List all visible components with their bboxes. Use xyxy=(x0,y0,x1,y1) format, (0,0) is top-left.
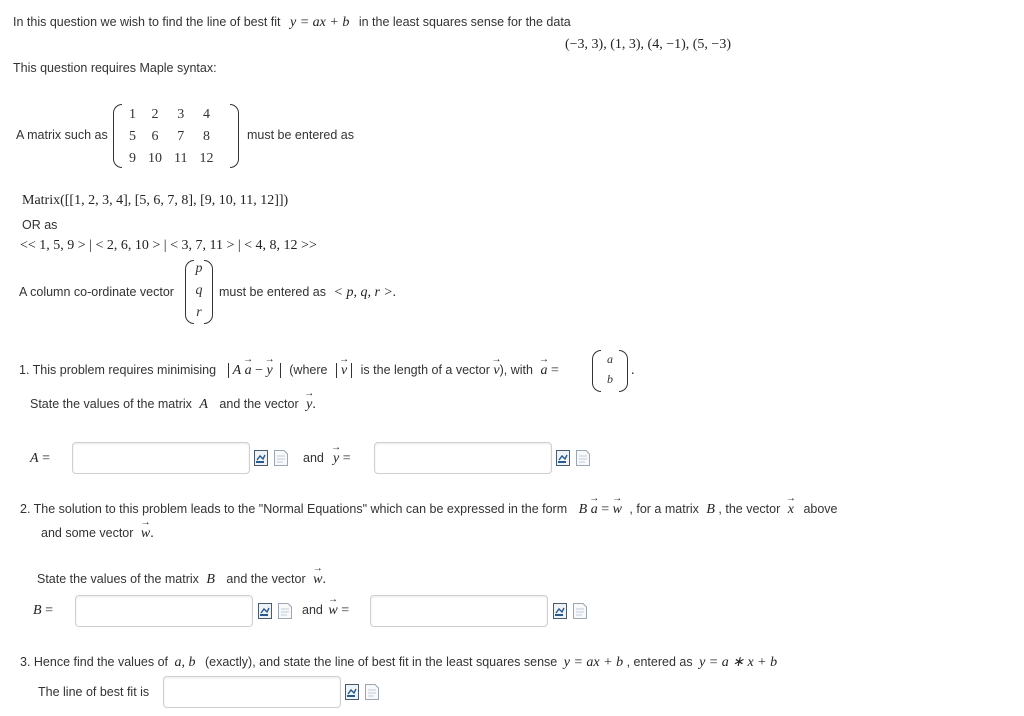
matrix-row xyxy=(123,104,219,126)
matrix-cell: 4 xyxy=(202,107,210,122)
label-y: → y = xyxy=(333,451,351,467)
preview-icon[interactable] xyxy=(553,603,567,619)
vector-syntax: < p, q, r >. xyxy=(333,285,397,300)
q1-text-3: is the length of a vector xyxy=(360,363,490,377)
matrix-cell: 3 xyxy=(177,107,185,122)
matrix-row xyxy=(123,148,219,170)
intro-line xyxy=(13,15,571,31)
answer-line-input[interactable] xyxy=(163,676,341,708)
q3-label: The line of best fit is xyxy=(38,685,150,699)
matrix-example-prefix: A matrix such as xyxy=(16,128,108,142)
vector-entry-q: q xyxy=(195,283,203,298)
matrix-syntax-1: Matrix([[1, 2, 3, 4], [5, 6, 7, 8], [9, 10, 11, 12]]) xyxy=(22,193,289,208)
help-icon[interactable] xyxy=(274,450,288,466)
q1-norm-v: → v xyxy=(336,363,352,378)
matrix-example-suffix: must be entered as xyxy=(247,128,355,142)
syntax-note: This question requires Maple syntax: xyxy=(13,61,217,75)
matrix-cell: 2 xyxy=(151,107,159,122)
label-A: A = xyxy=(30,451,50,466)
q1-text-1: 1. This problem requires minimising xyxy=(19,363,217,377)
matrix-syntax-2: << 1, 5, 9 > | < 2, 6, 10 > | < 3, 7, 11 > | < 4, 8, 12 >> xyxy=(20,238,317,253)
q2-instruction: State the values of the matrix B and the vector → w. xyxy=(37,572,326,588)
q2-line2: and some vector → w. xyxy=(41,526,154,542)
a-entry-a: a xyxy=(607,352,613,366)
matrix-cell: 5 xyxy=(129,129,136,144)
preview-icon[interactable] xyxy=(258,603,272,619)
intro-equation: y = ax + b xyxy=(290,15,350,30)
matrix-cell: 7 xyxy=(177,129,185,144)
or-label: OR as xyxy=(22,218,58,232)
vector-entry-r: r xyxy=(196,305,202,320)
q3-text: 3. Hence find the values of a, b (exactly), and state the line of best fit in the least squares sense y = ax + b , entered as y = a ∗ x + b xyxy=(20,655,778,670)
answer-B-input[interactable] xyxy=(75,595,253,627)
preview-icon[interactable] xyxy=(254,450,268,466)
answer-A-input[interactable] xyxy=(72,442,250,474)
q1-norm: A → a − → y xyxy=(228,363,282,378)
vector-example-prefix: A column co-ordinate vector xyxy=(19,285,174,299)
q1-text: 1. This problem requires minimising A → a − → y (where → v is the length of a vector → v), with → a = xyxy=(19,363,559,379)
help-icon[interactable] xyxy=(576,450,590,466)
q1-text-4: ), with xyxy=(499,363,533,377)
matrix-cell: 6 xyxy=(151,129,159,144)
intro-text: In this question we wish to find the line of best fit xyxy=(13,15,281,29)
matrix-cell: 10 xyxy=(148,151,162,166)
matrix-cell: 9 xyxy=(129,151,136,166)
and-label-2: and → w = xyxy=(302,603,349,619)
vector-suffix-text: must be entered as xyxy=(219,285,327,299)
intro-text-after: in the least squares sense for the data xyxy=(358,15,571,29)
vector-example-suffix xyxy=(219,285,396,301)
preview-icon[interactable] xyxy=(345,684,359,700)
vector-entry-p: p xyxy=(195,261,203,276)
answer-y-input[interactable] xyxy=(374,442,552,474)
matrix-cell: 1 xyxy=(129,107,136,122)
q1-instruction: State the values of the matrix A and the vector → y. xyxy=(30,397,316,413)
matrix-cell: 8 xyxy=(202,129,210,144)
answer-w-input[interactable] xyxy=(370,595,548,627)
data-points: (−3, 3), (1, 3), (4, −1), (5, −3) xyxy=(565,37,731,52)
matrix-cell: 11 xyxy=(174,151,188,166)
q1-a-vector xyxy=(592,350,628,392)
q2-text: 2. The solution to this problem leads to the "Normal Equations" which can be expressed in the form B → a = → w , for a matrix B , the vector → x above xyxy=(20,502,838,518)
example-vector xyxy=(185,260,213,324)
help-icon[interactable] xyxy=(278,603,292,619)
a-entry-b: b xyxy=(607,372,613,386)
and-label-1: and xyxy=(303,451,324,465)
help-icon[interactable] xyxy=(573,603,587,619)
matrix-cell: 12 xyxy=(199,151,214,166)
help-icon[interactable] xyxy=(365,684,379,700)
q1-text-2: (where xyxy=(289,363,328,377)
preview-icon[interactable] xyxy=(556,450,570,466)
label-B: B = xyxy=(33,603,53,618)
matrix-row xyxy=(123,126,219,148)
example-matrix xyxy=(113,104,239,168)
